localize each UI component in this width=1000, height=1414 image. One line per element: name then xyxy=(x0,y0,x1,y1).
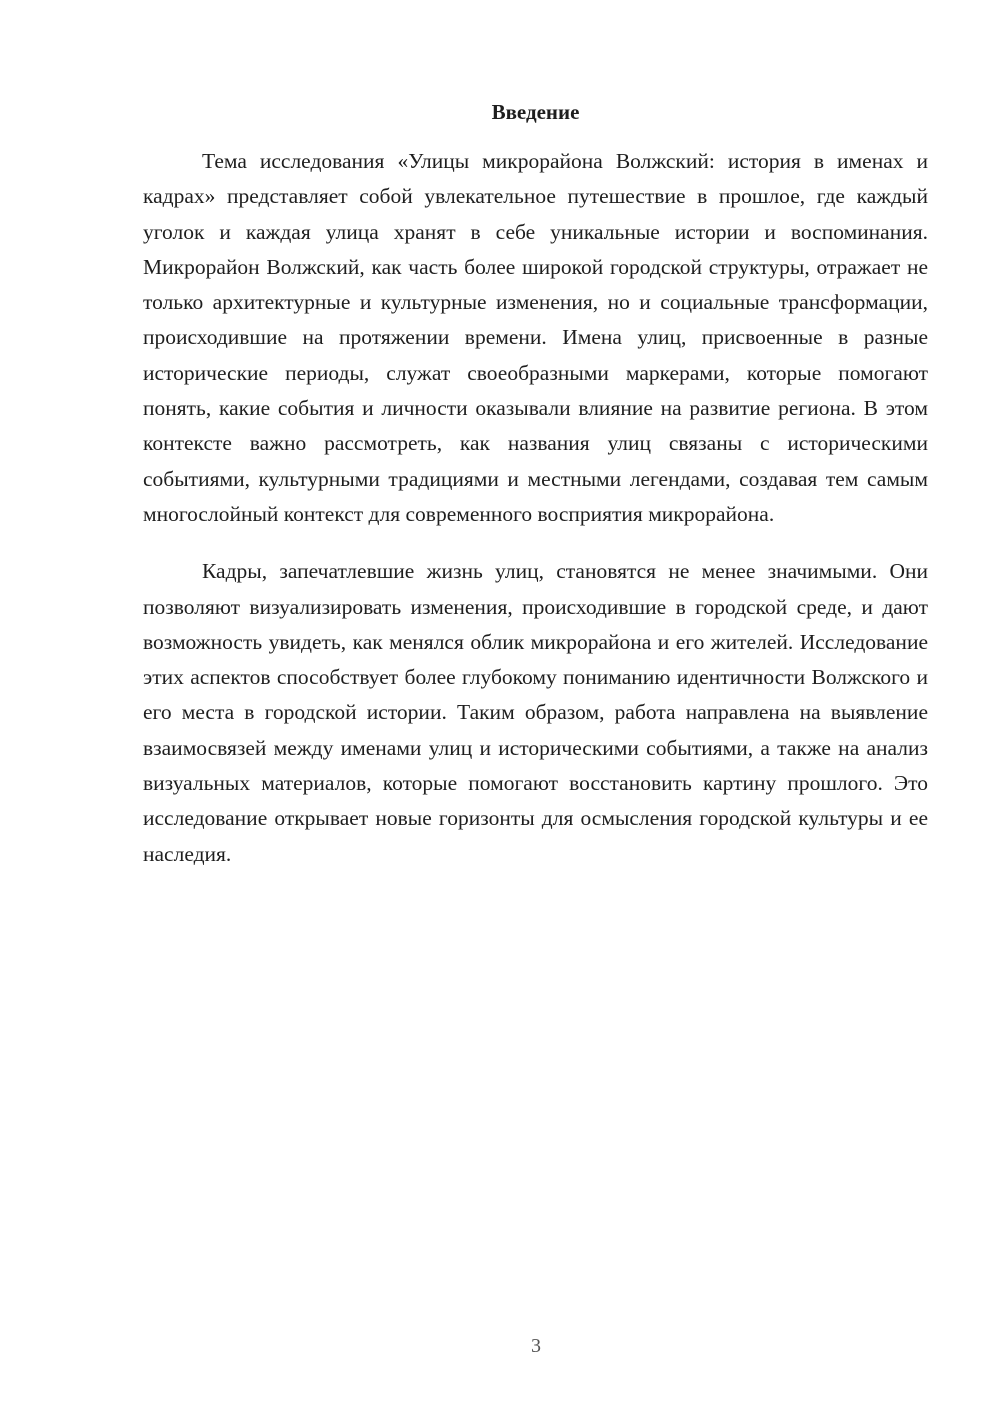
page-number: 3 xyxy=(531,1335,541,1357)
section-title: Введение xyxy=(491,100,580,124)
page-body xyxy=(143,98,928,872)
paragraph-2: Кадры, запечатлевшие жизнь улиц, становятся не менее значимыми. Они позволяют визуализировать изменения, происходившие в городской среде, и дают возможность увидеть, как менялся облик микрорайона и его жителей. Исследование этих аспектов способствует более глубокому пониманию идентичности Волжского и его места в городской истории. Таким образом, работа направлена на выявление взаимосвязей между именами улиц и историческими событиями, а также на анализ визуальных материалов, которые помогают восстановить картину прошлого. Это исследование открывает новые горизонты для осмысления городской культуры и ее наследия. xyxy=(143,559,928,866)
paragraph-1: Тема исследования «Улицы микрорайона Волжский: история в именах и кадрах» представляет собой увлекательное путешествие в прошлое, где каждый уголок и каждая улица хранят в себе уникальные истории и воспоминания. Микрорайон Волжский, как часть более широкой городской структуры, отражает не только архитектурные и культурные изменения, но и социальные трансформации, происходившие на протяжении времени. Имена улиц, присвоенные в разные исторические периоды, служат своеобразными маркерами, которые помогают понять, какие события и личности оказывали влияние на развитие региона. В этом контексте важно рассмотреть, как названия улиц связаны с историческими событиями, культурными традициями и местными легендами, создавая тем самым многослойный контекст для современного восприятия микрорайона. xyxy=(143,149,928,526)
